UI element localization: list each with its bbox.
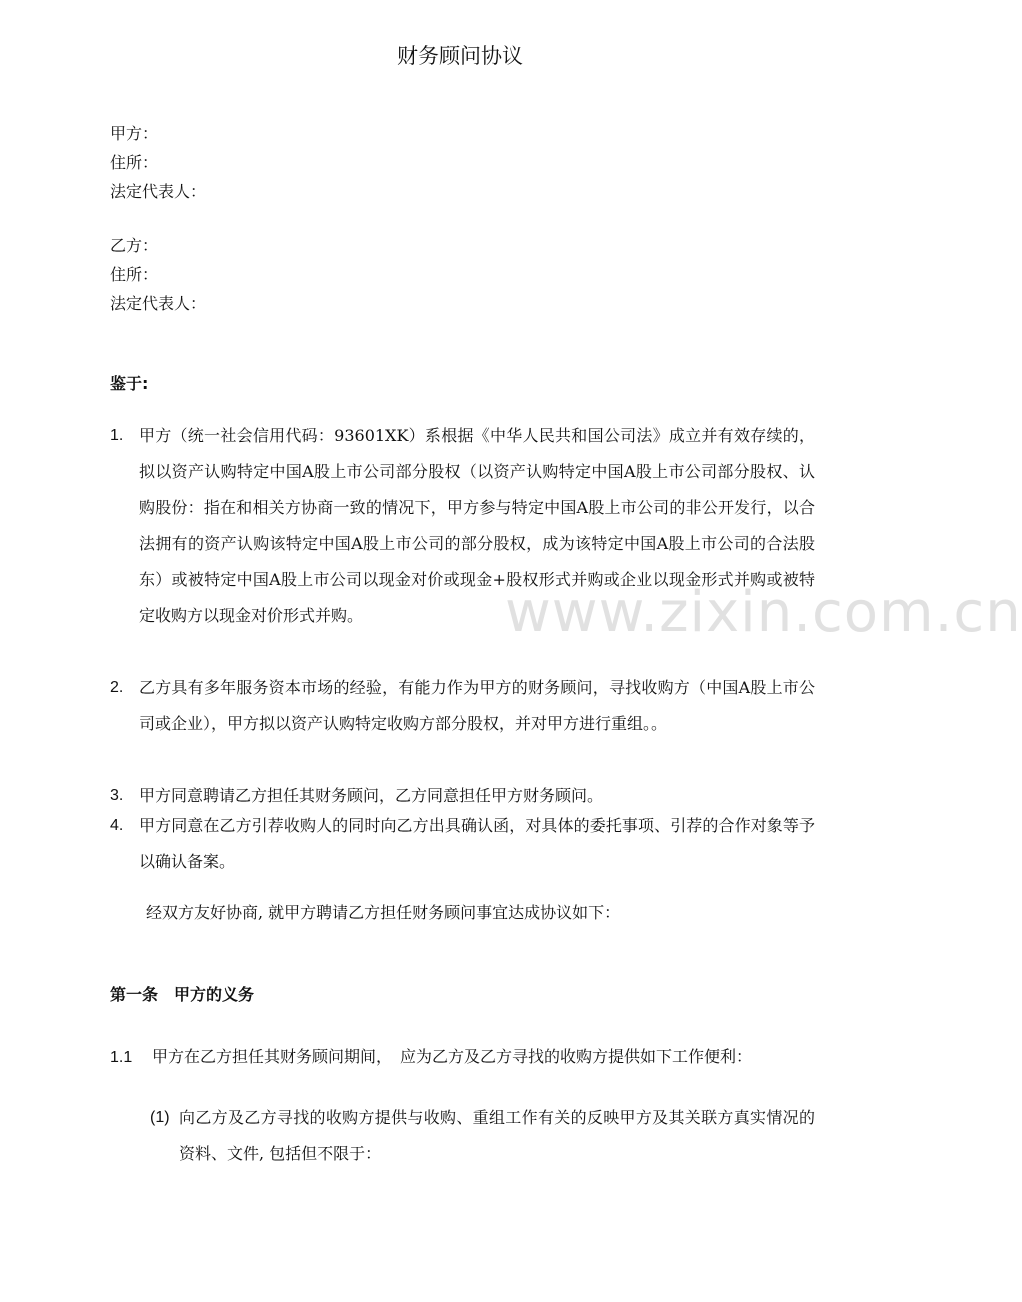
item-number: 3. [110,787,124,804]
item-text: 甲方同意在乙方引荐收购人的同时向乙方出具确认函，对具体的委托事项、引荐的合作对象等予以确认备案。 [139,816,815,871]
party-b-name-label: 乙方： [110,236,159,255]
item-text: 甲方同意聘请乙方担任其财务顾问，乙方同意担任甲方财务顾问。 [139,786,604,805]
party-b-rep-label: 法定代表人： [110,294,207,313]
clause-1-1 [110,1044,752,1067]
agreement-intro: 经双方友好协商, 就甲方聘请乙方担任财务顾问事宜达成协议如下： [146,903,621,922]
article-1-heading: 第一条 甲方的义务 [110,985,255,1004]
sub-item [150,1100,815,1172]
item-text: 乙方具有多年服务资本市场的经验，有能力作为甲方的财务顾问，寻找收购方（中国A股上市公司或企业），甲方拟以资产认购特定收购方部分股权，并对甲方进行重组。。 [139,678,815,733]
item-text: 甲方（统一社会信用代码：93601XK）系根据《中华人民共和国公司法》成立并有效存续的，拟以资产认购特定中国A股上市公司部分股权（以资产认购特定中国A股上市公司部分股权、认购股份：指在和相关方协商一致的情况下，甲方参与特定中国A股上市公司的非公开发行，以合法拥有的资产认购该特定中国A股上市公司的部分股权，成为该特定中国A股上市公司的合法股东）或被特定中国A股上市公司以现金对价或现金+股权形式并购或企业以现金形式并购或被特定收购方以现金对价形式并购。 [139,426,815,625]
party-b-address-label: 住所： [110,265,159,284]
item-number: 1. [110,427,124,444]
party-a-address-label: 住所： [110,153,159,172]
whereas-heading: 鉴于: [110,374,149,393]
clause-number: 1.1 [110,1049,133,1066]
clause-text: 甲方在乙方担任其财务顾问期间， 应为乙方及乙方寻找的收购方提供如下工作便利： [152,1047,753,1066]
whereas-item [110,670,815,742]
party-a-name-label: 甲方： [110,124,159,143]
sub-item-number: (1) [150,1109,170,1126]
item-number: 2. [110,679,124,696]
sub-item-text: 向乙方及乙方寻找的收购方提供与收购、重组工作有关的反映甲方及其关联方真实情况的资料、文件, 包括但不限于： [179,1108,815,1163]
item-number: 4. [110,817,124,834]
document-title: 财务顾问协议 [397,44,523,68]
watermark: www.zixin.com.cn [505,580,1022,645]
whereas-item [110,808,815,880]
party-a-rep-label: 法定代表人： [110,182,207,201]
